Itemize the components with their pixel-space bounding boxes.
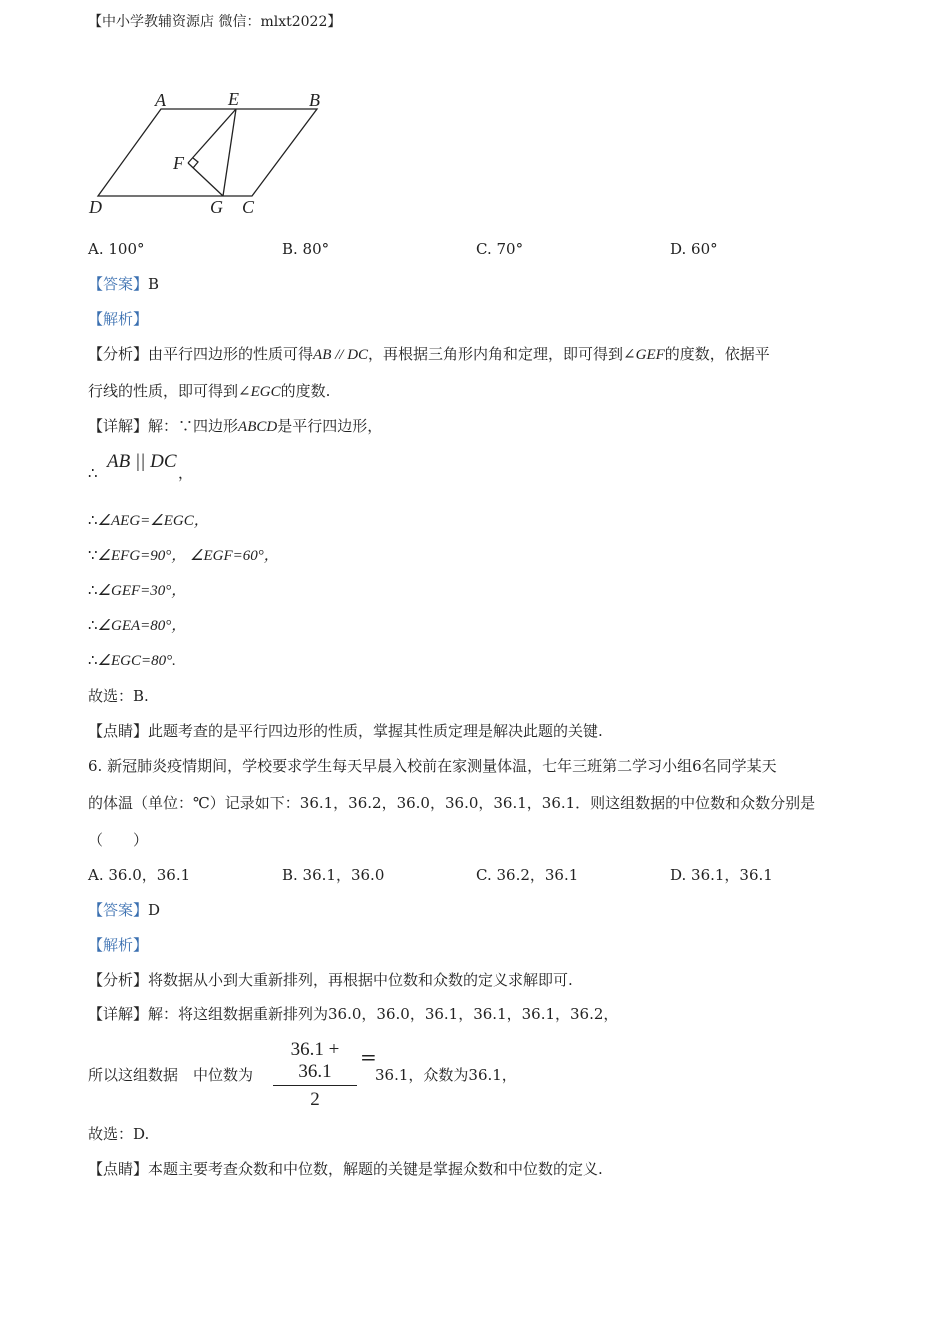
point-label-c: C — [242, 197, 255, 217]
q5-step1-comma: ， — [178, 464, 194, 482]
q5-answer-tag: 【答案】 — [88, 275, 149, 293]
parallelogram-abcd — [98, 109, 317, 196]
q6-option-d: D. 36.1，36.1 — [670, 866, 773, 884]
header-watermark: 【中小学教辅资源店 微信：mlxt2022】 — [88, 14, 342, 30]
q6-stem-line-2: 的体温（单位：℃）记录如下：36.1，36.2，36.0，36.0，36.1，36.1．则这组数据的中位数和众数分别是 — [88, 794, 816, 812]
q6-equals: = — [360, 1045, 377, 1069]
q6-comment: 【点睛】本题主要考查众数和中位数，解题的关键是掌握众数和中位数的定义. — [88, 1160, 603, 1178]
point-label-a: A — [155, 90, 166, 110]
q6-stem-line-1: 6. 新冠肺炎疫情期间，学校要求学生每天早晨入校前在家测量体温，七年三班第二学习小组6名同学某天 — [88, 757, 777, 775]
q5-fenxi-line-1: 【分析】由平行四边形的性质可得AB // DC，再根据三角形内角和定理，即可得到∠GEF的度数，依据平 — [88, 345, 770, 363]
q5-step2: ∴∠AEG=∠EGC， — [88, 511, 209, 529]
q5-step3: ∵∠EFG=90°， ∠EGF=60°， — [88, 546, 279, 564]
q5-option-b: B. 80° — [282, 240, 330, 258]
point-label-e: E — [228, 89, 239, 109]
q6-option-c: C. 36.2，36.1 — [476, 866, 579, 884]
q6-choose: 故选：D. — [88, 1125, 150, 1143]
q6-median-fraction — [273, 1039, 357, 1111]
q5-answer: B — [148, 275, 160, 293]
q5-therefore-symbol: ∴ — [88, 464, 98, 482]
q5-step6: ∴∠EGC=80°. — [88, 651, 176, 669]
q6-option-a: A. 36.0，36.1 — [88, 866, 191, 884]
q5-analysis-tag: 【解析】 — [88, 310, 149, 328]
fraction-denominator: 2 — [310, 1089, 320, 1110]
q6-detail: 【详解】解：将这组数据重新排列为36.0，36.0，36.1，36.1，36.1，36.2， — [88, 1005, 619, 1023]
q6-analysis-tag: 【解析】 — [88, 936, 149, 954]
q5-step1-math: AB || DC — [107, 451, 177, 472]
q6-answer-tag: 【答案】 — [88, 901, 149, 919]
q5-choose: 故选：B. — [88, 687, 149, 705]
q6-fenxi: 【分析】将数据从小到大重新排列，再根据中位数和众数的定义求解即可. — [88, 971, 573, 989]
point-label-g: G — [210, 197, 223, 217]
q5-step5: ∴∠GEA=80°， — [88, 616, 187, 634]
q6-median-suffix: 36.1，众数为36.1， — [375, 1066, 517, 1084]
fraction-numerator: 36.1 + 36.1 — [273, 1039, 357, 1086]
q6-answer-line — [88, 903, 160, 918]
q5-fenxi-line-2: 行线的性质，即可得到∠EGC的度数. — [88, 382, 331, 400]
q6-median-prefix: 所以这组数据 中位数为 — [88, 1066, 254, 1084]
q5-detail-line: 【详解】解：∵四边形ABCD是平行四边形， — [88, 417, 383, 435]
q5-option-a: A. 100° — [88, 240, 145, 258]
q5-step4: ∴∠GEF=30°， — [88, 581, 187, 599]
right-angle-mark — [193, 158, 198, 168]
q5-comment: 【点睛】此题考查的是平行四边形的性质，掌握其性质定理是解决此题的关键. — [88, 722, 603, 740]
q5-option-c: C. 70° — [476, 240, 524, 258]
point-label-d: D — [89, 197, 102, 217]
q5-answer-line — [88, 277, 159, 292]
q6-option-b: B. 36.1，36.0 — [282, 866, 385, 884]
point-label-b: B — [309, 90, 320, 110]
q6-answer: D — [148, 901, 161, 919]
parallelogram-figure — [80, 85, 340, 225]
q6-stem-line-3: （ ） — [88, 831, 149, 849]
point-label-f: F — [173, 153, 184, 173]
q5-option-d: D. 60° — [670, 240, 718, 258]
